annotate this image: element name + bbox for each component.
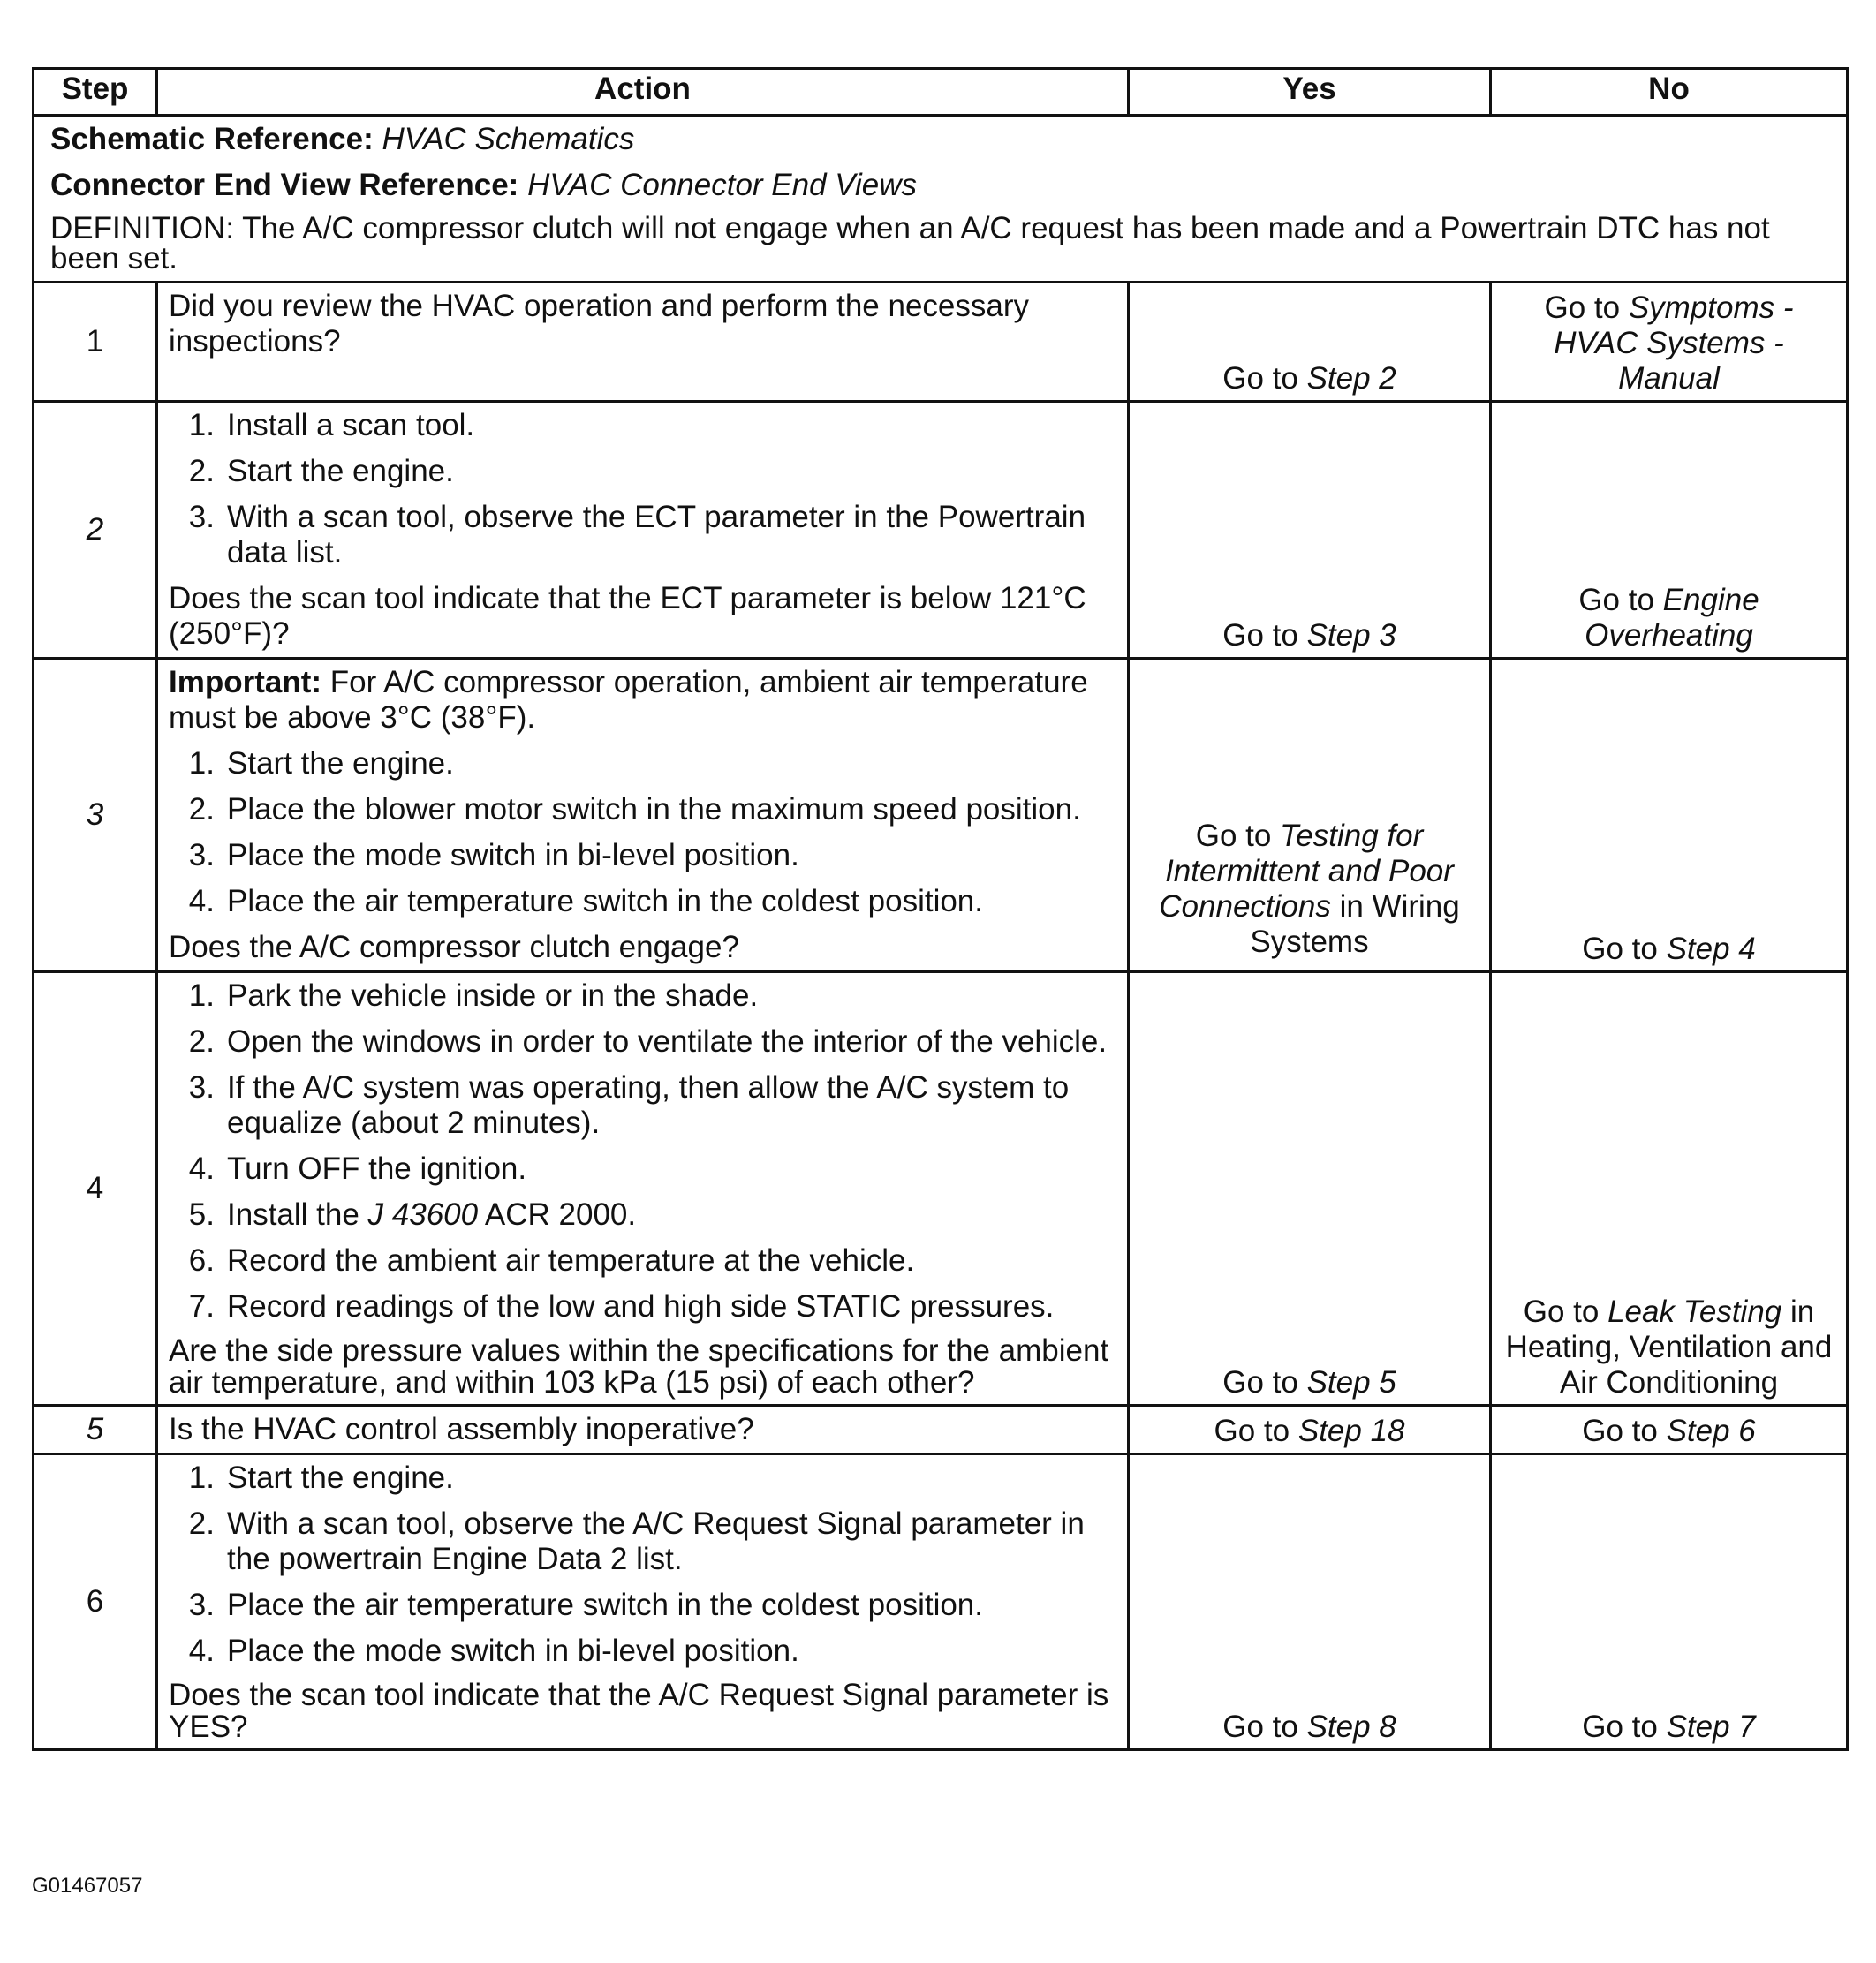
no-prefix: Go to xyxy=(1523,1295,1600,1329)
step-number: 2 xyxy=(34,402,157,659)
yes-cell xyxy=(1129,1406,1491,1454)
list-item: 2. Place the blower motor switch in the maximum speed position. xyxy=(188,792,1081,827)
schematic-reference xyxy=(50,122,1830,157)
list-item: 4. Place the mode switch in bi-level position. xyxy=(188,1634,799,1668)
header-no: No xyxy=(1491,69,1848,116)
no-prefix: Go to xyxy=(1582,932,1658,966)
header-yes: Yes xyxy=(1129,69,1491,116)
list-item: 2. Start the engine. xyxy=(188,454,454,488)
no-link[interactable]: Engine Overheating xyxy=(1585,583,1759,653)
no-prefix: Go to xyxy=(1582,1710,1658,1744)
header-row xyxy=(34,69,1848,116)
yes-suffix: in Wiring Systems xyxy=(1250,889,1460,959)
yes-prefix: Go to xyxy=(1214,1414,1290,1448)
list-item: 3. Place the air temperature switch in the coldest position. xyxy=(188,1588,983,1622)
list-item: 5. Install the J 43600 ACR 2000. xyxy=(188,1197,637,1232)
step-number: 3 xyxy=(34,659,157,972)
list-item: 2. With a scan tool, observe the A/C Request Signal parameter in the powertrain Engine Data 2 list. xyxy=(188,1506,1085,1576)
figure-id: G01467057 xyxy=(32,1874,143,1898)
list-item: 6. Record the ambient air temperature at the vehicle. xyxy=(188,1243,915,1278)
no-prefix: Go to xyxy=(1544,291,1621,325)
connector-reference-link[interactable]: HVAC Connector End Views xyxy=(527,168,918,202)
no-suffix: in Heating, Ventilation and Air Conditioning xyxy=(1505,1295,1833,1400)
yes-prefix: Go to xyxy=(1195,819,1272,853)
no-cell xyxy=(1491,659,1848,972)
list-item: 7. Record readings of the low and high side STATIC pressures. xyxy=(188,1289,1055,1324)
yes-prefix: Go to xyxy=(1222,1710,1298,1744)
yes-cell xyxy=(1129,1454,1491,1750)
no-cell xyxy=(1491,1454,1848,1750)
step-list xyxy=(169,978,1116,1325)
header-step: Step xyxy=(34,69,157,116)
yes-cell xyxy=(1129,659,1491,972)
list-item: 1. Park the vehicle inside or in the shade. xyxy=(188,978,759,1013)
no-link[interactable]: Symptoms - HVAC Systems - Manual xyxy=(1554,291,1794,396)
list-item: 2. Open the windows in order to ventilate the interior of the vehicle. xyxy=(188,1024,1108,1059)
step-question: Did you review the HVAC operation and perform the necessary inspections? xyxy=(169,289,1030,359)
table-row xyxy=(34,1406,1848,1454)
no-cell xyxy=(1491,283,1848,402)
yes-cell xyxy=(1129,972,1491,1406)
list-item: 3. If the A/C system was operating, then allow the A/C system to equalize (about 2 minutes). xyxy=(188,1070,1070,1140)
no-cell xyxy=(1491,972,1848,1406)
action-cell xyxy=(157,283,1129,402)
reference-row xyxy=(34,116,1848,283)
yes-link[interactable]: Step 8 xyxy=(1306,1710,1396,1744)
no-prefix: Go to xyxy=(1582,1414,1658,1448)
table-row xyxy=(34,402,1848,659)
table-row xyxy=(34,1454,1848,1750)
yes-link[interactable]: Step 5 xyxy=(1306,1365,1396,1400)
step-question: Does the scan tool indicate that the A/C Request Signal parameter is YES? xyxy=(169,1678,1109,1744)
no-cell xyxy=(1491,1406,1848,1454)
step-number: 1 xyxy=(34,283,157,402)
diagnostic-table xyxy=(32,67,1849,1751)
yes-link[interactable]: Step 18 xyxy=(1297,1414,1405,1448)
table-row xyxy=(34,283,1848,402)
no-prefix: Go to xyxy=(1578,583,1654,617)
yes-link[interactable]: Testing for Intermittent and Poor Connections xyxy=(1159,819,1454,924)
list-item: 1. Start the engine. xyxy=(188,1461,454,1495)
step-number: 4 xyxy=(34,972,157,1406)
list-item: 3. Place the mode switch in bi-level position. xyxy=(188,838,799,872)
connector-reference xyxy=(50,168,1830,203)
step-question: Does the scan tool indicate that the ECT parameter is below 121°C (250°F)? xyxy=(169,581,1086,651)
yes-prefix: Go to xyxy=(1222,1365,1298,1400)
action-cell xyxy=(157,659,1129,972)
yes-prefix: Go to xyxy=(1222,361,1298,396)
step-list xyxy=(169,1461,1116,1669)
header-action: Action xyxy=(157,69,1129,116)
important-text: For A/C compressor operation, ambient air temperature must be above 3°C (38°F). xyxy=(169,665,1088,735)
important-label: Important: xyxy=(169,665,322,699)
schematic-reference-link[interactable]: HVAC Schematics xyxy=(382,122,635,156)
yes-link[interactable]: Step 3 xyxy=(1306,618,1396,653)
yes-link[interactable]: Step 2 xyxy=(1306,361,1396,396)
step-question: Does the A/C compressor clutch engage? xyxy=(169,930,739,964)
action-cell xyxy=(157,972,1129,1406)
no-link[interactable]: Step 4 xyxy=(1666,932,1756,966)
list-item: 4. Turn OFF the ignition. xyxy=(188,1151,527,1186)
no-link[interactable]: Leak Testing xyxy=(1607,1295,1782,1329)
list-item: 1. Start the engine. xyxy=(188,746,454,781)
list-item: 1. Install a scan tool. xyxy=(188,408,475,442)
table-row xyxy=(34,972,1848,1406)
tool-link[interactable]: J 43600 xyxy=(367,1197,479,1232)
yes-prefix: Go to xyxy=(1222,618,1298,653)
no-cell xyxy=(1491,402,1848,659)
reference-cell xyxy=(34,116,1848,283)
step-question: Are the side pressure values within the specifications for the ambient air temperature, and within 103 kPa (15 psi) of each other? xyxy=(169,1333,1109,1400)
definition: DEFINITION: The A/C compressor clutch will not engage when an A/C request has been made and a Powertrain DTC has not been set. xyxy=(50,211,1770,276)
yes-cell xyxy=(1129,402,1491,659)
action-cell xyxy=(157,1454,1129,1750)
step-question: Is the HVAC control assembly inoperative? xyxy=(169,1412,754,1446)
connector-reference-label: Connector End View Reference: xyxy=(50,168,519,202)
step-list xyxy=(169,746,1116,919)
no-link[interactable]: Step 7 xyxy=(1666,1710,1756,1744)
step-list xyxy=(169,408,1116,570)
action-cell xyxy=(157,402,1129,659)
no-link[interactable]: Step 6 xyxy=(1666,1414,1756,1448)
step-number: 6 xyxy=(34,1454,157,1750)
step-number: 5 xyxy=(34,1406,157,1454)
important-note xyxy=(169,665,1116,736)
table-row xyxy=(34,659,1848,972)
action-cell xyxy=(157,1406,1129,1454)
list-item: 4. Place the air temperature switch in the coldest position. xyxy=(188,884,983,918)
yes-cell xyxy=(1129,283,1491,402)
schematic-reference-label: Schematic Reference: xyxy=(50,122,374,156)
list-item: 3. With a scan tool, observe the ECT parameter in the Powertrain data list. xyxy=(188,500,1086,570)
